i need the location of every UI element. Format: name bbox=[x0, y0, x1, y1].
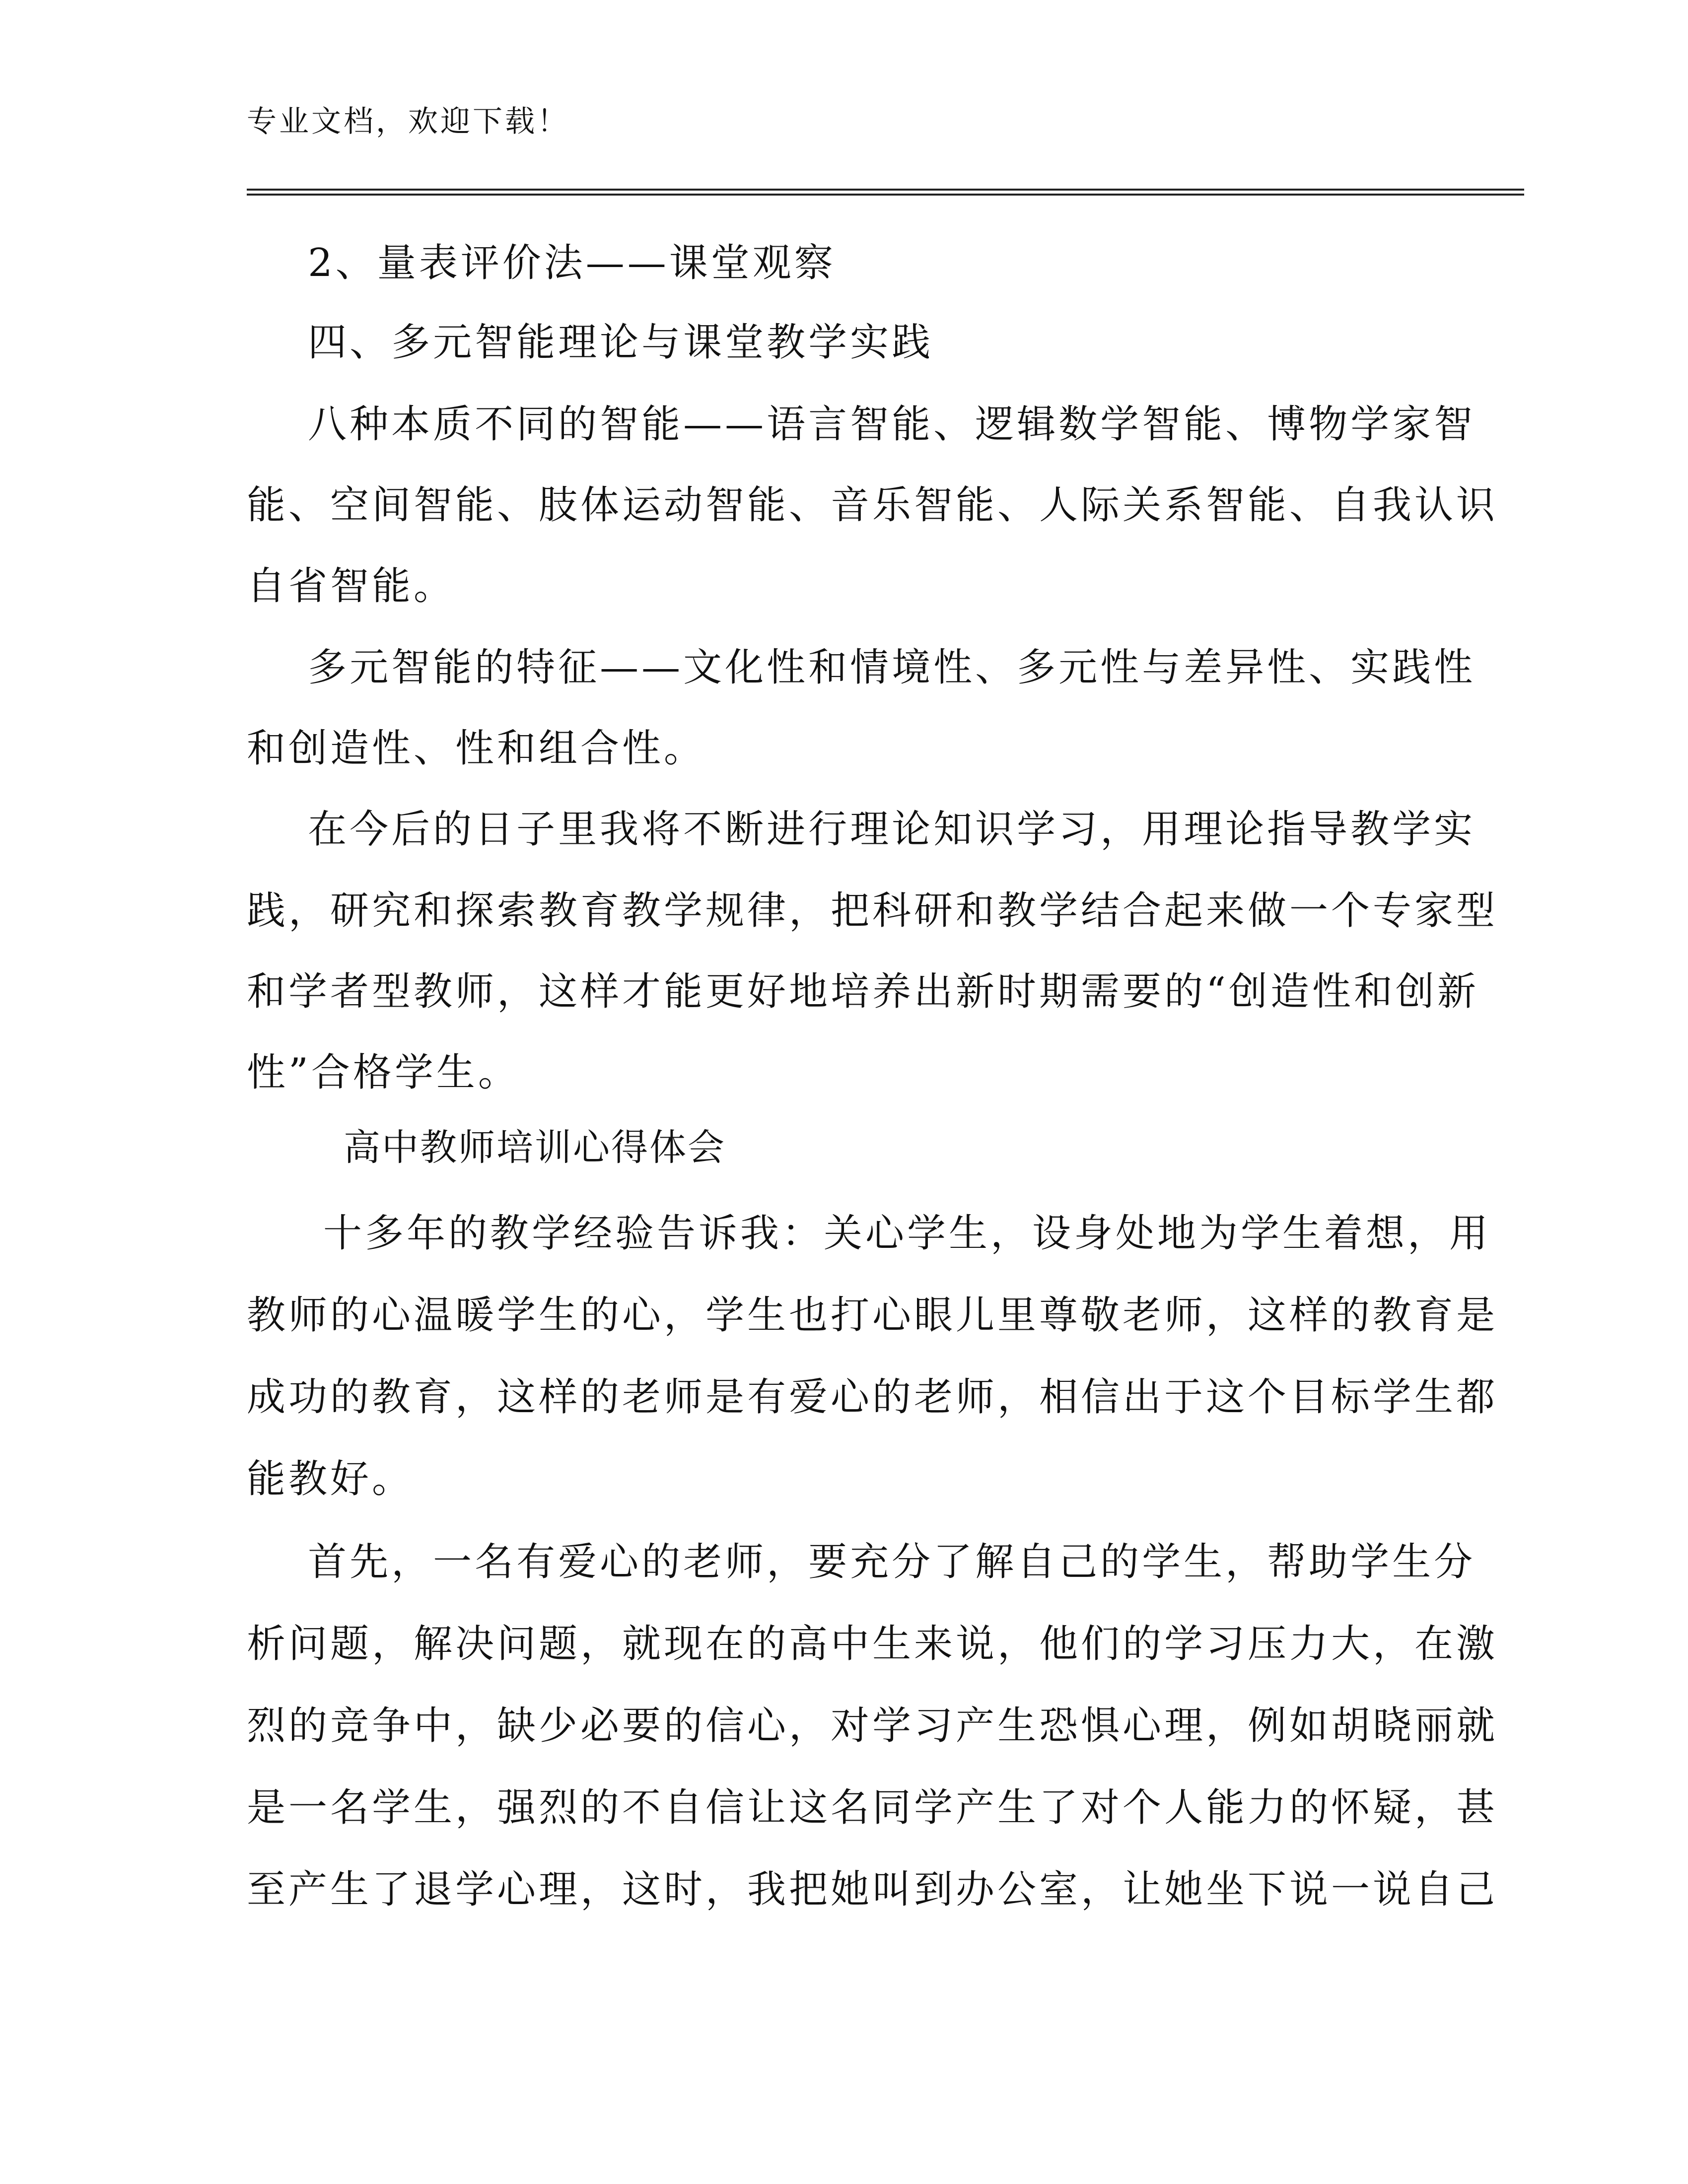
body-line: 性”合格学生。 bbox=[247, 1050, 520, 1095]
body-line: 成功的教育，这样的老师是有爱心的老师，相信出于这个目标学生都 bbox=[247, 1375, 1498, 1420]
body-line: 2、量表评价法——课堂观察 bbox=[247, 241, 836, 285]
body-line: 烈的竞争中，缺少必要的信心，对学习产生恐惧心理，例如胡晓丽就 bbox=[247, 1704, 1498, 1748]
body-line: 教师的心温暖学生的心，学生也打心眼儿里尊敬老师，这样的教育是 bbox=[247, 1293, 1498, 1338]
body-line: 能教好。 bbox=[247, 1457, 414, 1502]
body-line: 能、空间智能、肢体运动智能、音乐智能、人际关系智能、自我认识 bbox=[247, 483, 1498, 528]
body-line: 和创造性、性和组合性。 bbox=[247, 726, 706, 771]
body-line: 是一名学生，强烈的不自信让这名同学产生了对个人能力的怀疑，甚 bbox=[247, 1785, 1498, 1830]
body-line: 和学者型教师，这样才能更好地培养出新时期需要的“创造性和创新 bbox=[247, 969, 1479, 1014]
body-line: 首先，一名有爱心的老师，要充分了解自己的学生，帮助学生分 bbox=[247, 1540, 1476, 1584]
section-heading: 高中教师培训心得体会 bbox=[344, 1126, 726, 1169]
body-line: 四、多元智能理论与课堂教学实践 bbox=[247, 320, 934, 365]
body-line: 至产生了退学心理，这时，我把她叫到办公室，让她坐下说一说自己 bbox=[247, 1867, 1498, 1912]
body-line: 自省智能。 bbox=[247, 564, 456, 609]
header-rule-bottom bbox=[247, 194, 1524, 196]
body-line: 多元智能的特征——文化性和情境性、多元性与差异性、实践性 bbox=[247, 645, 1476, 690]
body-line: 析问题，解决问题，就现在的高中生来说，他们的学习压力大，在激 bbox=[247, 1622, 1498, 1666]
body-line: 在今后的日子里我将不断进行理论知识学习，用理论指导教学实 bbox=[247, 807, 1476, 852]
header-rule-top bbox=[247, 189, 1524, 191]
body-line: 十多年的教学经验告诉我：关心学生，设身处地为学生着想，用 bbox=[247, 1211, 1491, 1256]
header-text: 专业文档，欢迎下载！ bbox=[247, 104, 569, 139]
body-line: 践，研究和探索教育教学规律，把科研和教学结合起来做一个专家型 bbox=[247, 888, 1498, 933]
body-line: 八种本质不同的智能——语言智能、逻辑数学智能、博物学家智 bbox=[247, 402, 1476, 447]
